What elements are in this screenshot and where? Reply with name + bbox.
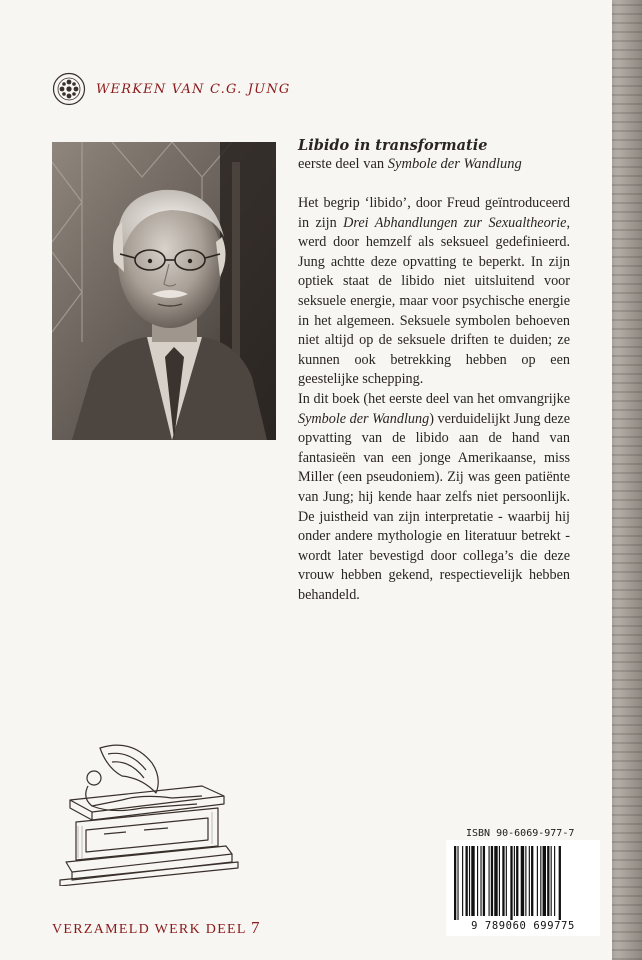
barcode-bar bbox=[494, 846, 497, 916]
barcode-bar bbox=[491, 846, 493, 916]
blurb-p2-part-a: In dit boek (het eerste deel van het omvangrijke bbox=[298, 390, 570, 407]
series-header bbox=[52, 72, 290, 106]
barcode bbox=[446, 840, 600, 936]
barcode-bar bbox=[469, 846, 470, 916]
blurb-p1-part-b: Drei Abhandlungen zur Sexualtheorie bbox=[343, 214, 567, 231]
isbn-label: ISBN 90-6069-977-7 bbox=[466, 828, 575, 839]
angel-sarcophagus-icon bbox=[52, 738, 242, 886]
barcode-bar bbox=[525, 846, 526, 916]
barcode-bar bbox=[510, 846, 512, 920]
volume-label bbox=[52, 918, 260, 938]
barcode-bar bbox=[547, 846, 549, 916]
subtitle-work: Symbole der Wandlung bbox=[387, 156, 522, 172]
barcode-bar bbox=[506, 846, 507, 916]
blurb-p1-part-a: Het begrip ‘libido’, door Freud geïntroduceerd in zijn bbox=[298, 195, 570, 231]
barcode-bar bbox=[543, 846, 546, 916]
sarcophagus-illustration bbox=[52, 738, 242, 886]
barcode-bar bbox=[489, 846, 490, 916]
barcode-bar bbox=[502, 846, 504, 916]
barcode-bar bbox=[521, 846, 524, 916]
blurb-paragraph-2 bbox=[298, 390, 570, 606]
book-subtitle bbox=[298, 155, 570, 174]
barcode-bar bbox=[480, 846, 481, 916]
volume-label-text: VERZAMELD WERK DEEL bbox=[52, 922, 252, 937]
barcode-bar bbox=[477, 846, 478, 916]
blurb-p1-part-c: , werd door hemzelf als seksueel gedefinieerd. Jung achtte deze opvatting te beperkt. In zijn optiek staat de libido niet uitsluitend voor seksuele energie, maar voor psychische energie in het algemeen. Seksuele symbolen behoeven niet altijd op de seksuele driften te duiden; ze kunnen ook betrekking hebben op een geestelijke schepping. bbox=[298, 214, 570, 388]
barcode-bar bbox=[466, 846, 468, 916]
barcode-bar bbox=[559, 846, 561, 920]
portrait-photo bbox=[52, 142, 276, 440]
mandala-logo-icon bbox=[52, 72, 86, 106]
barcode-bar bbox=[454, 846, 456, 920]
barcode-bars bbox=[446, 840, 600, 920]
barcode-digits: 9 789060 699775 bbox=[471, 920, 575, 932]
barcode-bar bbox=[514, 846, 515, 916]
series-title: WERKEN VAN C.G. JUNG bbox=[96, 81, 291, 97]
blurb-text bbox=[298, 194, 570, 605]
volume-number: 7 bbox=[251, 918, 260, 937]
barcode-bar bbox=[551, 846, 552, 916]
barcode-bar bbox=[540, 846, 541, 916]
blurb-paragraph-1 bbox=[298, 194, 570, 390]
barcode-bar bbox=[537, 846, 538, 916]
blurb-p2-part-b: Symbole der Wandlung bbox=[298, 410, 430, 427]
barcode-bar bbox=[516, 846, 518, 916]
barcode-bar bbox=[499, 846, 500, 916]
barcode-bar bbox=[483, 846, 485, 916]
barcode-bar bbox=[462, 846, 463, 916]
portrait-image bbox=[52, 142, 276, 440]
barcode-bar bbox=[529, 846, 530, 916]
description-column bbox=[298, 136, 570, 605]
subtitle-prefix: eerste deel van bbox=[298, 156, 388, 172]
barcode-bar bbox=[471, 846, 474, 916]
blurb-p2-part-c: ) verduidelijkt Jung deze opvatting van de libido aan de hand van fantasieën van een jonge Amerikaanse, miss Miller (een pseudoniem). Zij was geen patiënte van Jung; hij kende haar zelfs niet persoonlijk. De juistheid van zijn interpretatie - waarbij hij onder andere mythologie en literatuur betrekt - wordt later bevestigd door collega’s die deze vrouw hebben gekend, respectievelijk hebben behandeld. bbox=[298, 410, 571, 603]
barcode-bar bbox=[457, 846, 458, 920]
barcode-bar bbox=[531, 846, 533, 916]
book-title: Libido in transformatie bbox=[298, 137, 488, 154]
barcode-bar bbox=[554, 846, 555, 916]
